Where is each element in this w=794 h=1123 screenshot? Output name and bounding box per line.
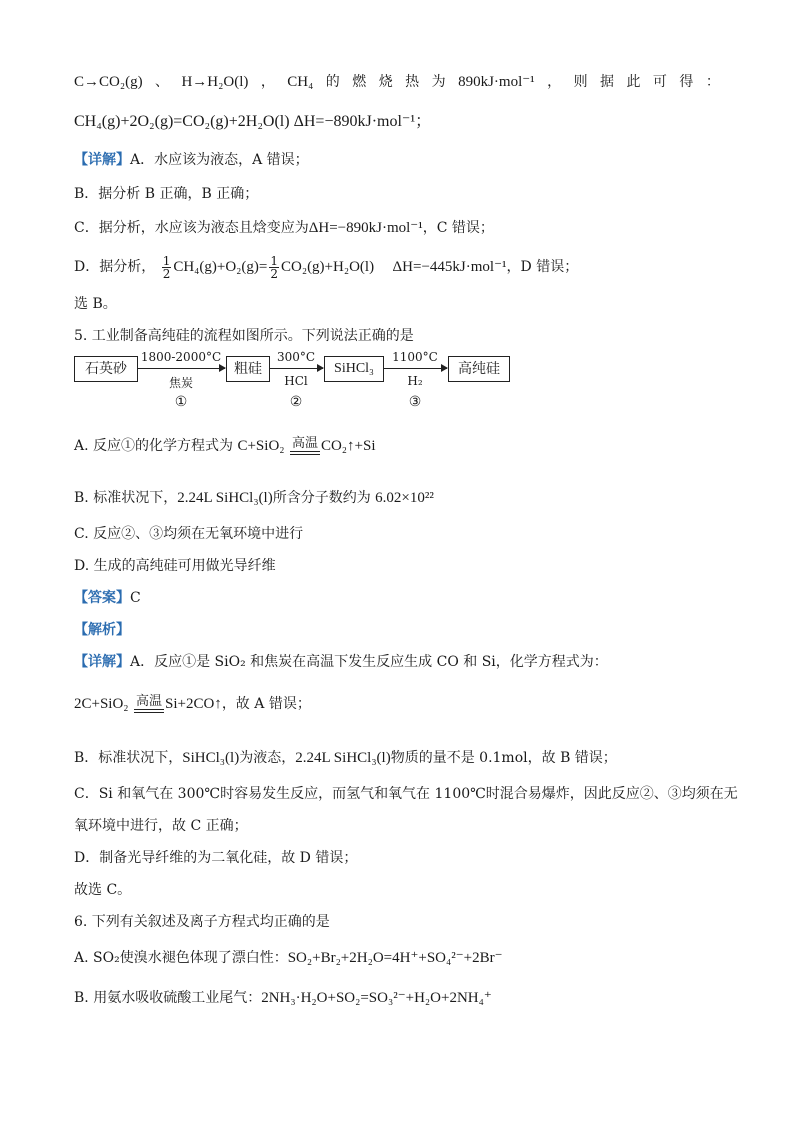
- detail-tag: 【详解】: [74, 152, 130, 168]
- question-6-option-b: [74, 988, 492, 1008]
- ch4-formula: CH₄: [287, 74, 314, 90]
- enthalpy-text: ΔH=−890kJ·mol⁻¹；: [293, 113, 432, 130]
- enthalpy-text: ΔH=−445kJ·mol⁻¹: [392, 259, 507, 275]
- detail-text: ，D 错误；: [506, 259, 579, 275]
- enthalpy-text: ΔH=−890kJ·mol⁻¹: [308, 220, 423, 236]
- text-char: 为: [431, 74, 446, 90]
- text-char: ：: [705, 74, 720, 90]
- formula-text: SiHCl₃(l): [182, 750, 240, 766]
- condition-text: 高温: [291, 436, 318, 451]
- reagent-hcl: HCl: [284, 374, 308, 388]
- flow-box-pure-si: 高纯硅: [448, 356, 510, 382]
- comma: ，: [260, 74, 275, 90]
- flow-arrow-3: [383, 368, 447, 369]
- option-text: B. 标准状况下，: [74, 490, 178, 506]
- detail-5a: [74, 652, 608, 672]
- step-marker-3: ③: [408, 394, 422, 410]
- option-text: 所含分子数约为: [272, 490, 376, 506]
- question-6-stem: 6. 下列有关叙述及离子方程式均正确的是: [74, 914, 330, 930]
- flow-arrow-1: [137, 368, 225, 369]
- detail-5b: [74, 748, 617, 768]
- detail-text: A．反应①是 SiO₂ 和焦炭在高温下发生反应生成 CO 和 Si，化学方程式为：: [130, 654, 608, 670]
- question-5-option-d: D. 生成的高纯硅可用做光导纤维: [74, 558, 276, 574]
- detail-d: [74, 252, 578, 282]
- text-char: 据: [600, 74, 615, 90]
- detail-text: D．据分析，: [74, 259, 156, 275]
- condition-high-temp: [134, 695, 164, 713]
- fraction-half: [269, 255, 279, 280]
- fraction-half: [162, 255, 172, 280]
- choose-c: 故选 C。: [74, 882, 132, 898]
- equation-left: 2C+SiO₂: [74, 696, 129, 712]
- frac-num: 1: [270, 253, 278, 268]
- question-5-stem: 5. 工业制备高纯硅的流程如图所示。下列说法正确的是: [74, 328, 414, 344]
- equation-right: CO₂↑+Si: [320, 438, 376, 454]
- detail-5d: D．制备光导纤维的为二氧化硅，故 D 错误；: [74, 850, 358, 866]
- answer-tag: 【答案】: [74, 590, 130, 606]
- question-5-option-a: [74, 432, 376, 460]
- ionic-equation: 2NH₃·H₂O+SO₂=SO₃²⁻+H₂O+2NH₄⁺: [261, 990, 492, 1006]
- step-marker-1: ①: [174, 394, 188, 410]
- text-char: 烧: [378, 74, 393, 90]
- flow-box-quartz: 石英砂: [74, 356, 138, 382]
- option-text: A. SO₂使溴水褪色体现了漂白性：: [74, 950, 288, 966]
- detail-5c-line2: 氧环境中进行，故 C 正确；: [74, 818, 248, 834]
- analysis-tag: 【解析】: [74, 622, 130, 638]
- answer-line: [74, 588, 141, 608]
- detail-text: A．水应该为液态，A 错误；: [130, 152, 309, 168]
- detail-text: ，C 错误；: [422, 220, 494, 236]
- reaction-c: C→CO₂(g): [74, 74, 143, 90]
- heat-value: 890kJ·mol⁻¹: [458, 74, 535, 90]
- formula-text: 2.24L SiHCl₃(l): [295, 750, 391, 766]
- condition-temp-1: 1800-2000°C: [140, 350, 222, 364]
- double-bar: [134, 709, 164, 713]
- condition-text: 高温: [135, 694, 162, 709]
- number-value: 6.02×10²²: [375, 490, 434, 506]
- detail-text: C．据分析，水应该为液态且焓变应为: [74, 220, 309, 236]
- detail-a: [74, 150, 309, 170]
- detail-text: 为液态，: [239, 750, 296, 766]
- ionic-equation: SO₂+Br₂+2H₂O=4H⁺+SO₄²⁻+2Br⁻: [287, 950, 503, 966]
- equation-text: CH₄(g)+2O₂(g)=CO₂(g)+2H₂O(l): [74, 113, 290, 130]
- choose-b: 选 B。: [74, 296, 117, 312]
- silicon-flow-diagram: [74, 352, 514, 414]
- condition-temp-2: 300°C: [276, 350, 316, 364]
- separator: 、: [155, 74, 170, 90]
- equation-left: C+SiO₂: [237, 438, 285, 454]
- condition-high-temp: [290, 437, 320, 455]
- text-char: 此: [626, 74, 641, 90]
- question-6-option-a: [74, 948, 503, 968]
- equation-right: Si+2CO↑: [165, 696, 222, 712]
- detail-b: B．据分析 B 正确，B 正确；: [74, 186, 259, 202]
- formula-text: 2.24L SiHCl₃(l): [177, 490, 273, 506]
- text-char: ，: [547, 74, 562, 90]
- option-text: B. 用氨水吸收硫酸工业尾气：: [74, 990, 262, 1006]
- text-char: 可: [652, 74, 667, 90]
- detail-text: B．标准状况下，: [74, 750, 183, 766]
- reagent-h2: H₂: [407, 374, 423, 388]
- step-marker-2: ②: [289, 394, 303, 410]
- frac-den: 2: [270, 266, 278, 281]
- answer-value: C: [130, 590, 141, 606]
- text-char: 得: [679, 74, 694, 90]
- reagent-coke: 焦炭: [168, 376, 193, 390]
- equation-products: CO₂(g)+H₂O(l): [281, 259, 375, 275]
- detail-5a-equation: [74, 690, 311, 718]
- combustion-heat-line: [74, 72, 720, 92]
- detail-tag: 【详解】: [74, 654, 130, 670]
- flow-arrow-2: [269, 368, 323, 369]
- reaction-h: H→H₂O(l): [181, 74, 249, 90]
- thermo-equation: [74, 112, 431, 132]
- analysis-line: [74, 620, 130, 640]
- text-char: 热: [405, 74, 420, 90]
- text-char: 则: [573, 74, 588, 90]
- text-char: 的: [325, 74, 340, 90]
- text-char: 燃: [352, 74, 367, 90]
- frac-den: 2: [162, 266, 171, 281]
- question-5-option-c: C. 反应②、③均须在无氧环境中进行: [74, 526, 304, 542]
- detail-text: 物质的量不是 0.1mol，故 B 错误；: [390, 750, 617, 766]
- equation-reactants: CH₄(g)+O₂(g)=: [173, 259, 268, 275]
- detail-text: ，故 A 错误；: [221, 696, 311, 712]
- flow-box-crude-si: 粗硅: [226, 356, 270, 382]
- double-bar: [290, 451, 320, 455]
- option-text: A. 反应①的化学方程式为: [74, 438, 238, 454]
- flow-box-sihcl3: SiHCl₃: [324, 356, 384, 382]
- detail-c: [74, 218, 494, 238]
- frac-num: 1: [162, 253, 171, 268]
- question-5-option-b: [74, 488, 434, 508]
- detail-5c-line1: C．Si 和氧气在 300℃时容易发生反应，而氢气和氧气在 1100℃时混合易爆炸，因此反应②、③均须在无: [74, 786, 738, 802]
- condition-temp-3: 1100°C: [392, 350, 438, 364]
